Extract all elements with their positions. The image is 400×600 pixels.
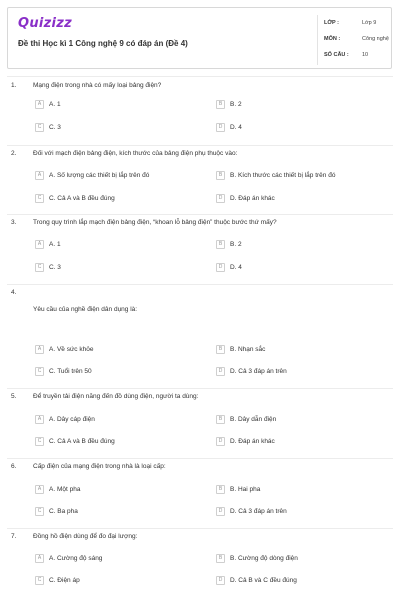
option-b[interactable]	[216, 553, 298, 563]
option-letter-box: D	[216, 437, 225, 446]
option-text: C. Điện áp	[49, 576, 80, 584]
meta-value: Lớp 9	[362, 20, 377, 26]
option-d[interactable]	[216, 366, 287, 376]
option-letter-box: A	[35, 554, 44, 563]
option-text: C. Cả A và B đều đúng	[49, 194, 115, 202]
option-text: D. Cả B và C đều đúng	[230, 576, 297, 584]
meta-value: Công nghệ	[362, 36, 389, 42]
question-number: 6.	[11, 463, 17, 470]
option-text: B. Cường độ dòng điện	[230, 554, 298, 562]
option-text: B. Dây dẫn điện	[230, 415, 277, 423]
option-letter-box: A	[35, 171, 44, 180]
meta-row-subject	[324, 31, 393, 47]
question-number: 3.	[11, 219, 17, 226]
option-a[interactable]	[35, 414, 95, 424]
option-letter-box: A	[35, 240, 44, 249]
option-d[interactable]	[216, 193, 275, 203]
option-letter-box: D	[216, 576, 225, 585]
divider	[7, 76, 393, 77]
option-letter-box: C	[35, 123, 44, 132]
option-letter-box: D	[216, 194, 225, 203]
divider	[7, 214, 393, 215]
option-text: A. Về sức khỏe	[49, 345, 94, 353]
meta-label: MÔN :	[324, 36, 341, 42]
meta-row-class	[324, 15, 393, 31]
option-text: B. Kích thước các thiết bị lắp trên đó	[230, 171, 336, 179]
option-text: A. Số lượng các thiết bị lắp trên đó	[49, 171, 150, 179]
quiz-header	[7, 7, 392, 69]
option-text: B. 2	[230, 100, 242, 108]
option-letter-box: A	[35, 100, 44, 109]
option-letter-box: D	[216, 123, 225, 132]
option-text: B. Hai pha	[230, 485, 261, 493]
question-number: 2.	[11, 150, 17, 157]
option-b[interactable]	[216, 414, 276, 424]
option-a[interactable]	[35, 170, 149, 180]
option-letter-box: B	[216, 100, 225, 109]
quiz-title: Đề thi Học kì 1 Công nghệ 9 có đáp án (Đề 4)	[18, 39, 188, 48]
option-letter-box: A	[35, 485, 44, 494]
quiz-meta	[317, 15, 393, 65]
option-d[interactable]	[216, 122, 242, 132]
option-letter-box: B	[216, 485, 225, 494]
option-letter-box: B	[216, 554, 225, 563]
option-d[interactable]	[216, 506, 287, 516]
option-a[interactable]	[35, 553, 102, 563]
option-text: C. 3	[49, 123, 61, 131]
option-letter-box: C	[35, 367, 44, 376]
option-text: C. Tuổi trên 50	[49, 367, 92, 375]
option-text: D. Đáp án khác	[230, 194, 275, 202]
option-text: A. 1	[49, 100, 61, 108]
question-text: Để truyền tải điện năng đến đồ dùng điện, người ta dùng:	[33, 393, 199, 400]
option-letter-box: D	[216, 263, 225, 272]
option-text: B. 2	[230, 240, 242, 248]
question-number: 7.	[11, 533, 17, 540]
option-c[interactable]	[35, 122, 61, 132]
question-number: 5.	[11, 393, 17, 400]
option-c[interactable]	[35, 436, 115, 446]
option-letter-box: C	[35, 263, 44, 272]
meta-row-count	[324, 47, 393, 63]
option-letter-box: C	[35, 194, 44, 203]
option-a[interactable]	[35, 344, 93, 354]
meta-label: SỐ CÂU :	[324, 52, 349, 58]
option-text: A. Một pha	[49, 485, 81, 493]
option-b[interactable]	[216, 239, 242, 249]
option-a[interactable]	[35, 99, 61, 109]
divider	[7, 388, 393, 389]
option-text: D. Đáp án khác	[230, 437, 275, 445]
question-text: Yêu cầu của nghề điện dân dụng là:	[33, 306, 138, 313]
option-c[interactable]	[35, 575, 80, 585]
question-text: Mạng điện trong nhà có mấy loại bảng điện?	[33, 82, 162, 89]
option-d[interactable]	[216, 436, 275, 446]
meta-value: 10	[362, 52, 369, 58]
option-letter-box: C	[35, 507, 44, 516]
option-b[interactable]	[216, 170, 335, 180]
option-text: A. Dây cáp điện	[49, 415, 95, 423]
option-d[interactable]	[216, 575, 297, 585]
divider	[7, 528, 393, 529]
option-letter-box: B	[216, 345, 225, 354]
option-text: A. 1	[49, 240, 61, 248]
option-letter-box: A	[35, 415, 44, 424]
divider	[7, 284, 393, 285]
option-b[interactable]	[216, 99, 242, 109]
option-c[interactable]	[35, 193, 115, 203]
option-letter-box: D	[216, 367, 225, 376]
option-c[interactable]	[35, 262, 61, 272]
option-letter-box: D	[216, 507, 225, 516]
question-text: Trong quy trình lắp mạch điện bảng điện, “khoan lỗ bảng điện” thuộc bước thứ mấy?	[33, 219, 277, 226]
meta-label: LỚP :	[324, 20, 339, 26]
option-d[interactable]	[216, 262, 242, 272]
option-letter-box: B	[216, 171, 225, 180]
option-letter-box: A	[35, 345, 44, 354]
option-a[interactable]	[35, 239, 61, 249]
option-letter-box: B	[216, 240, 225, 249]
question-text: Đồng hồ điện dùng để đo đại lượng:	[33, 533, 138, 540]
option-letter-box: C	[35, 437, 44, 446]
question-text: Cấp điện của mạng điện trong nhà là loại cấp:	[33, 463, 166, 470]
option-text: D. Cả 3 đáp án trên	[230, 367, 287, 375]
option-text: C. Ba pha	[49, 507, 78, 515]
quizizz-logo: Quizizz	[18, 16, 73, 31]
option-b[interactable]	[216, 484, 260, 494]
option-b[interactable]	[216, 344, 265, 354]
option-letter-box: B	[216, 415, 225, 424]
divider	[7, 145, 393, 146]
option-text: B. Nhạn sắc	[230, 345, 266, 353]
question-number: 1.	[11, 82, 17, 89]
option-text: A. Cường độ sáng	[49, 554, 103, 562]
option-c[interactable]	[35, 366, 92, 376]
option-c[interactable]	[35, 506, 78, 516]
option-a[interactable]	[35, 484, 80, 494]
option-letter-box: C	[35, 576, 44, 585]
option-text: C. Cả A và B đều đúng	[49, 437, 115, 445]
question-text: Đối với mạch điện bảng điện, kích thước của bảng điện phụ thuộc vào:	[33, 150, 238, 157]
option-text: D. 4	[230, 263, 242, 271]
option-text: D. Cả 3 đáp án trên	[230, 507, 287, 515]
question-number: 4.	[11, 289, 17, 296]
option-text: C. 3	[49, 263, 61, 271]
option-text: D. 4	[230, 123, 242, 131]
divider	[7, 458, 393, 459]
